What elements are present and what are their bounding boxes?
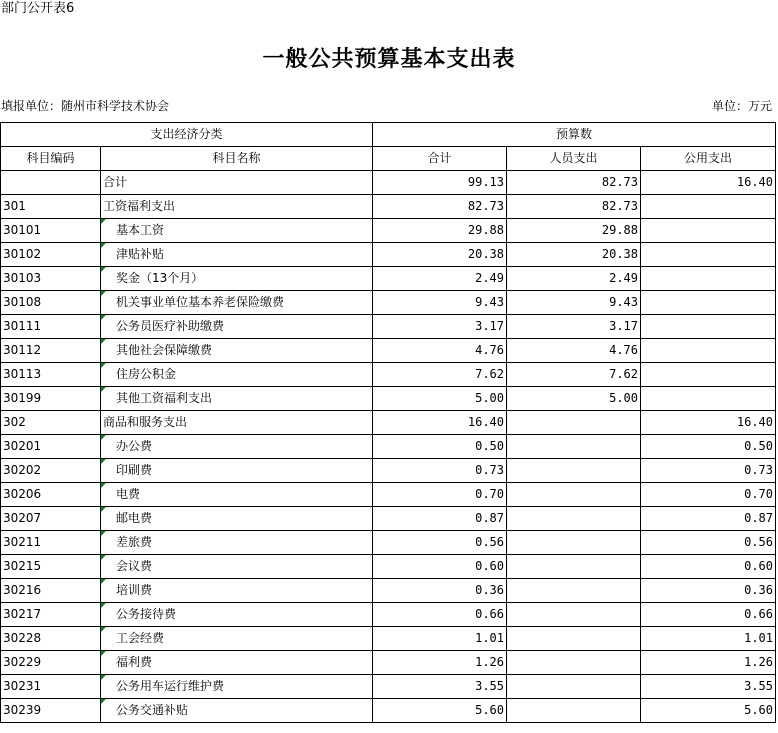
table-row: [1, 675, 776, 699]
row-total-cell: [373, 483, 507, 507]
row-personnel-cell: [507, 171, 641, 195]
row-name-cell: [101, 411, 373, 435]
row-code-cell-text: 30202: [3, 463, 42, 477]
name-column-header: 科目名称: [101, 147, 373, 171]
row-code-cell-text: 30228: [3, 631, 42, 645]
row-public-cell: [641, 675, 776, 699]
row-total-cell: [373, 243, 507, 267]
table-row: [1, 195, 776, 219]
row-code-cell-text: 30108: [3, 295, 42, 309]
row-code-cell: [1, 411, 101, 435]
row-personnel-cell-text: 7.62: [609, 367, 638, 381]
budget-header: 预算数: [373, 123, 776, 147]
cell-comment-marker-icon: [101, 699, 106, 704]
row-total-cell-text: 0.70: [475, 487, 504, 501]
row-public-cell: [641, 555, 776, 579]
column-header-row: [1, 147, 776, 171]
table-row: [1, 531, 776, 555]
row-total-cell: [373, 339, 507, 363]
row-public-cell: [641, 267, 776, 291]
row-name-cell: [101, 171, 373, 195]
cell-comment-marker-icon: [101, 435, 106, 440]
row-code-cell-text: 30113: [3, 367, 42, 381]
personnel-column-header: 人员支出: [507, 147, 641, 171]
row-public-cell: [641, 651, 776, 675]
row-personnel-cell: [507, 315, 641, 339]
row-code-cell-text: 30211: [3, 535, 42, 549]
table-row: [1, 267, 776, 291]
cell-comment-marker-icon: [101, 267, 106, 272]
row-total-cell-text: 5.00: [475, 391, 504, 405]
row-public-cell-text: 0.36: [744, 583, 773, 597]
row-total-cell-text: 0.60: [475, 559, 504, 573]
row-name-cell-text: 办公费: [116, 439, 153, 453]
row-public-cell-text: 0.56: [744, 535, 773, 549]
row-name-cell: [101, 555, 373, 579]
cell-comment-marker-icon: [101, 363, 106, 368]
row-total-cell-text: 16.40: [467, 415, 504, 429]
budget-table: [0, 122, 776, 723]
row-code-cell: [1, 195, 101, 219]
row-total-cell: [373, 675, 507, 699]
row-code-cell: [1, 459, 101, 483]
cell-comment-marker-icon: [101, 651, 106, 656]
row-public-cell: [641, 699, 776, 723]
table-row: [1, 387, 776, 411]
row-code-cell: [1, 699, 101, 723]
table-row: [1, 699, 776, 723]
row-public-cell-text: 3.55: [744, 679, 773, 693]
code-column-header: 科目编码: [1, 147, 101, 171]
table-row: [1, 171, 776, 195]
row-public-cell-text: 1.26: [744, 655, 773, 669]
row-name-cell-text: 其他工资福利支出: [116, 391, 213, 405]
row-code-cell: [1, 267, 101, 291]
row-name-cell: [101, 315, 373, 339]
row-code-cell: [1, 291, 101, 315]
row-personnel-cell: [507, 291, 641, 315]
row-code-cell: [1, 555, 101, 579]
table-row: [1, 315, 776, 339]
row-name-cell-text: 工会经费: [116, 631, 165, 645]
row-code-cell: [1, 243, 101, 267]
row-code-cell-text: 30216: [3, 583, 42, 597]
row-code-cell: [1, 603, 101, 627]
cell-comment-marker-icon: [101, 387, 106, 392]
cell-comment-marker-icon: [101, 339, 106, 344]
row-personnel-cell: [507, 651, 641, 675]
cell-comment-marker-icon: [101, 603, 106, 608]
row-name-cell-text: 津贴补贴: [116, 247, 165, 261]
row-public-cell: [641, 435, 776, 459]
row-personnel-cell-text: 2.49: [609, 271, 638, 285]
row-name-cell-text: 机关事业单位基本养老保险缴费: [116, 295, 285, 309]
table-row: [1, 243, 776, 267]
row-total-cell: [373, 291, 507, 315]
row-total-cell: [373, 627, 507, 651]
row-total-cell-text: 29.88: [467, 223, 504, 237]
row-public-cell-text: 16.40: [736, 415, 773, 429]
row-personnel-cell: [507, 675, 641, 699]
row-code-cell: [1, 507, 101, 531]
classification-header: 支出经济分类: [1, 123, 373, 147]
row-name-cell-text: 公务用车运行维护费: [116, 679, 225, 693]
row-personnel-cell: [507, 603, 641, 627]
row-code-cell-text: 30111: [3, 319, 42, 333]
row-total-cell-text: 9.43: [475, 295, 504, 309]
row-name-cell-text: 住房公积金: [116, 367, 177, 381]
cell-comment-marker-icon: [101, 483, 106, 488]
row-public-cell: [641, 363, 776, 387]
row-name-cell: [101, 267, 373, 291]
row-name-cell-text: 公务交通补贴: [116, 703, 189, 717]
row-total-cell-text: 0.66: [475, 607, 504, 621]
row-public-cell-text: 0.70: [744, 487, 773, 501]
row-name-cell: [101, 603, 373, 627]
row-total-cell: [373, 555, 507, 579]
row-public-cell: [641, 459, 776, 483]
row-personnel-cell: [507, 339, 641, 363]
row-name-cell-text: 培训费: [116, 583, 153, 597]
row-total-cell: [373, 699, 507, 723]
table-row: [1, 459, 776, 483]
row-name-cell-text: 合计: [103, 175, 128, 189]
row-public-cell: [641, 387, 776, 411]
row-personnel-cell: [507, 531, 641, 555]
row-code-cell-text: 30199: [3, 391, 42, 405]
row-total-cell-text: 3.17: [475, 319, 504, 333]
row-total-cell-text: 0.56: [475, 535, 504, 549]
row-personnel-cell-text: 4.76: [609, 343, 638, 357]
row-personnel-cell: [507, 579, 641, 603]
table-row: [1, 507, 776, 531]
row-code-cell: [1, 171, 101, 195]
row-public-cell-text: 0.60: [744, 559, 773, 573]
row-total-cell: [373, 651, 507, 675]
row-total-cell: [373, 195, 507, 219]
row-public-cell: [641, 243, 776, 267]
cell-comment-marker-icon: [101, 459, 106, 464]
table-row: [1, 579, 776, 603]
row-public-cell-text: 0.87: [744, 511, 773, 525]
row-name-cell-text: 电费: [116, 487, 141, 501]
row-total-cell-text: 99.13: [467, 175, 504, 189]
row-total-cell: [373, 411, 507, 435]
cell-comment-marker-icon: [101, 531, 106, 536]
row-name-cell-text: 差旅费: [116, 535, 153, 549]
row-personnel-cell: [507, 699, 641, 723]
row-name-cell: [101, 627, 373, 651]
row-public-cell-text: 16.40: [736, 175, 773, 189]
row-total-cell-text: 20.38: [467, 247, 504, 261]
row-total-cell-text: 5.60: [475, 703, 504, 717]
row-personnel-cell: [507, 555, 641, 579]
row-total-cell-text: 0.50: [475, 439, 504, 453]
row-name-cell: [101, 363, 373, 387]
row-personnel-cell: [507, 627, 641, 651]
row-name-cell: [101, 531, 373, 555]
cell-comment-marker-icon: [101, 315, 106, 320]
row-code-cell: [1, 435, 101, 459]
row-total-cell: [373, 531, 507, 555]
row-total-cell-text: 1.26: [475, 655, 504, 669]
row-name-cell: [101, 459, 373, 483]
row-personnel-cell: [507, 363, 641, 387]
row-name-cell-text: 福利费: [116, 655, 153, 669]
cell-comment-marker-icon: [101, 675, 106, 680]
row-public-cell: [641, 195, 776, 219]
row-name-cell: [101, 387, 373, 411]
row-code-cell: [1, 339, 101, 363]
table-row: [1, 435, 776, 459]
row-name-cell-text: 工资福利支出: [103, 199, 176, 213]
row-public-cell: [641, 339, 776, 363]
row-code-cell: [1, 675, 101, 699]
table-row: [1, 651, 776, 675]
row-total-cell-text: 3.55: [475, 679, 504, 693]
table-row: [1, 363, 776, 387]
cell-comment-marker-icon: [101, 291, 106, 296]
row-code-cell-text: 30217: [3, 607, 42, 621]
row-total-cell: [373, 363, 507, 387]
row-code-cell-text: 30229: [3, 655, 42, 669]
row-name-cell-text: 会议费: [116, 559, 153, 573]
row-public-cell: [641, 219, 776, 243]
table-row: [1, 219, 776, 243]
cell-comment-marker-icon: [101, 555, 106, 560]
row-public-cell: [641, 531, 776, 555]
row-name-cell: [101, 507, 373, 531]
row-personnel-cell-text: 82.73: [601, 175, 638, 189]
row-name-cell: [101, 651, 373, 675]
row-public-cell-text: 5.60: [744, 703, 773, 717]
row-name-cell-text: 奖金（13个月）: [116, 271, 204, 285]
table-row: [1, 603, 776, 627]
row-name-cell: [101, 699, 373, 723]
row-name-cell: [101, 339, 373, 363]
row-personnel-cell-text: 29.88: [601, 223, 638, 237]
row-code-cell-text: 30101: [3, 223, 42, 237]
row-total-cell-text: 0.36: [475, 583, 504, 597]
row-code-cell: [1, 315, 101, 339]
table-row: [1, 291, 776, 315]
row-personnel-cell: [507, 219, 641, 243]
row-code-cell-text: 301: [3, 199, 26, 213]
row-code-cell-text: 30239: [3, 703, 42, 717]
row-total-cell: [373, 267, 507, 291]
row-public-cell: [641, 315, 776, 339]
table-row: [1, 555, 776, 579]
row-public-cell: [641, 171, 776, 195]
row-public-cell: [641, 627, 776, 651]
group-header-row: [1, 123, 776, 147]
row-code-cell-text: 30215: [3, 559, 42, 573]
row-total-cell: [373, 507, 507, 531]
row-name-cell: [101, 483, 373, 507]
row-total-cell-text: 1.01: [475, 631, 504, 645]
row-code-cell: [1, 387, 101, 411]
public-column-header: 公用支出: [641, 147, 776, 171]
row-personnel-cell: [507, 243, 641, 267]
row-code-cell-text: 30102: [3, 247, 42, 261]
row-public-cell: [641, 507, 776, 531]
page-title: 一般公共预算基本支出表: [262, 46, 516, 72]
cell-comment-marker-icon: [101, 507, 106, 512]
row-code-cell-text: 30206: [3, 487, 42, 501]
total-column-header: 合计: [373, 147, 507, 171]
row-personnel-cell: [507, 411, 641, 435]
row-name-cell-text: 邮电费: [116, 511, 153, 525]
row-personnel-cell-text: 20.38: [601, 247, 638, 261]
row-name-cell: [101, 579, 373, 603]
row-total-cell: [373, 579, 507, 603]
cell-comment-marker-icon: [101, 627, 106, 632]
row-code-cell-text: 30201: [3, 439, 42, 453]
row-name-cell-text: 印刷费: [116, 463, 153, 477]
row-personnel-cell-text: 3.17: [609, 319, 638, 333]
row-public-cell-text: 0.73: [744, 463, 773, 477]
row-total-cell-text: 0.87: [475, 511, 504, 525]
row-name-cell-text: 公务接待费: [116, 607, 177, 621]
row-total-cell-text: 4.76: [475, 343, 504, 357]
fill-unit-label: 填报单位：随州市科学技术协会: [1, 99, 170, 113]
row-code-cell-text: 30231: [3, 679, 42, 693]
row-public-cell: [641, 411, 776, 435]
row-personnel-cell: [507, 387, 641, 411]
row-code-cell-text: 30112: [3, 343, 42, 357]
row-personnel-cell-text: 9.43: [609, 295, 638, 309]
cell-comment-marker-icon: [101, 579, 106, 584]
row-code-cell-text: 30103: [3, 271, 42, 285]
table-row: [1, 411, 776, 435]
row-total-cell: [373, 315, 507, 339]
row-total-cell: [373, 435, 507, 459]
cell-comment-marker-icon: [101, 219, 106, 224]
row-code-cell-text: 302: [3, 415, 26, 429]
row-name-cell: [101, 675, 373, 699]
row-public-cell-text: 1.01: [744, 631, 773, 645]
row-public-cell: [641, 579, 776, 603]
row-code-cell: [1, 651, 101, 675]
row-public-cell-text: 0.66: [744, 607, 773, 621]
row-total-cell-text: 0.73: [475, 463, 504, 477]
row-public-cell: [641, 603, 776, 627]
row-name-cell: [101, 219, 373, 243]
table-row: [1, 339, 776, 363]
row-personnel-cell-text: 5.00: [609, 391, 638, 405]
row-total-cell: [373, 459, 507, 483]
row-name-cell-text: 基本工资: [116, 223, 165, 237]
row-code-cell: [1, 219, 101, 243]
row-name-cell-text: 其他社会保障缴费: [116, 343, 213, 357]
row-personnel-cell: [507, 483, 641, 507]
row-name-cell: [101, 243, 373, 267]
row-name-cell: [101, 291, 373, 315]
row-personnel-cell: [507, 195, 641, 219]
row-personnel-cell: [507, 435, 641, 459]
row-code-cell-text: 30207: [3, 511, 42, 525]
row-name-cell: [101, 435, 373, 459]
row-code-cell: [1, 579, 101, 603]
row-personnel-cell-text: 82.73: [601, 199, 638, 213]
row-public-cell-text: 0.50: [744, 439, 773, 453]
currency-unit-label: 单位：万元: [711, 99, 772, 113]
row-code-cell: [1, 483, 101, 507]
row-total-cell: [373, 603, 507, 627]
row-public-cell: [641, 291, 776, 315]
row-total-cell: [373, 387, 507, 411]
row-total-cell-text: 82.73: [467, 199, 504, 213]
row-code-cell: [1, 627, 101, 651]
row-total-cell: [373, 219, 507, 243]
table-row: [1, 627, 776, 651]
row-total-cell: [373, 171, 507, 195]
row-name-cell-text: 公务员医疗补助缴费: [116, 319, 225, 333]
row-personnel-cell: [507, 507, 641, 531]
row-public-cell: [641, 483, 776, 507]
row-personnel-cell: [507, 267, 641, 291]
table-row: [1, 483, 776, 507]
corner-label: 部门公开表6: [1, 1, 75, 16]
row-name-cell-text: 商品和服务支出: [103, 415, 188, 429]
row-code-cell: [1, 531, 101, 555]
row-code-cell: [1, 363, 101, 387]
cell-comment-marker-icon: [101, 243, 106, 248]
row-total-cell-text: 7.62: [475, 367, 504, 381]
row-personnel-cell: [507, 459, 641, 483]
row-total-cell-text: 2.49: [475, 271, 504, 285]
row-name-cell: [101, 195, 373, 219]
